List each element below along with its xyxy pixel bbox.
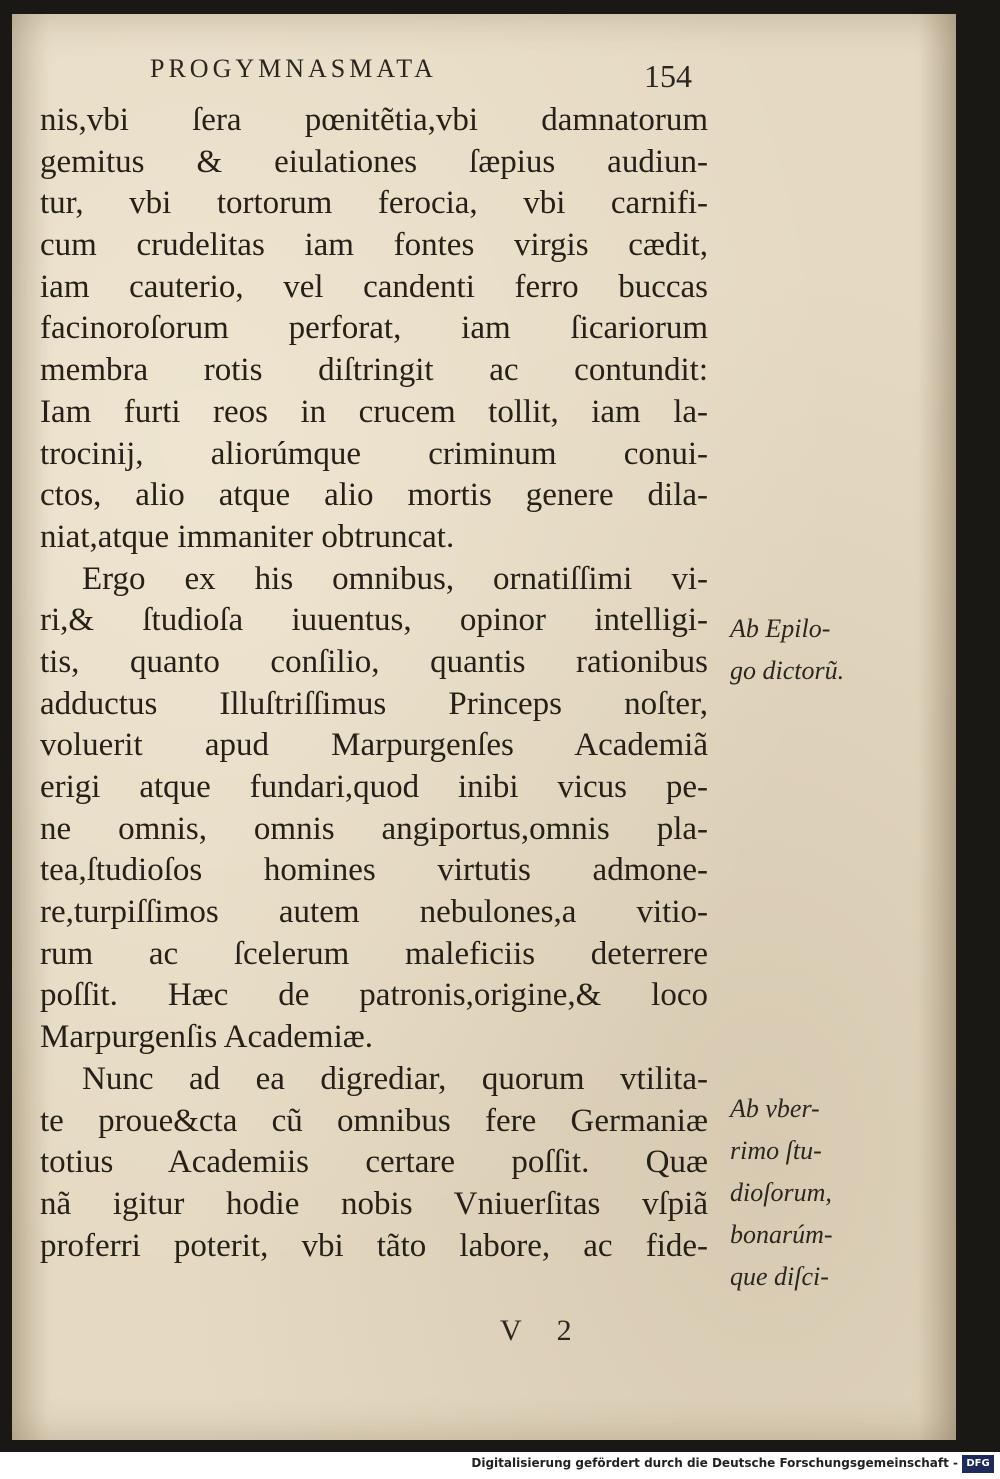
- funding-credit: Digitalisierung gefördert durch die Deutsche Forschungsgemeinschaft -: [471, 1456, 958, 1470]
- text-line: niat,atque immaniter obtruncat.: [40, 518, 455, 555]
- text-line: re,turpiſſimos autem nebulones,a vitio-: [40, 894, 708, 931]
- text-line: adductus Illuſtriſſimus Princeps noſter,: [40, 685, 708, 722]
- text-line: tur, vbi tortorum ferocia, vbi carnifi-: [40, 185, 708, 222]
- text-line: membra rotis diſtringit ac contundit:: [40, 352, 708, 389]
- text-line: Ergo ex his omnibus, ornatiſſimi vi-: [82, 560, 708, 597]
- footer-bar: [0, 1452, 1000, 1479]
- text-line: ri,& ſtudioſa iuuentus, opinor intelligi-: [40, 602, 708, 639]
- text-line: nã igitur hodie nobis Vniuerſitas vſpiã: [40, 1185, 708, 1222]
- marginal-note-line: go dictorũ.: [730, 656, 845, 685]
- marginal-note: [730, 1088, 833, 1298]
- text-line: tea,ſtudioſos homines virtutis admone-: [40, 852, 708, 889]
- main-text: [40, 100, 845, 1291]
- text-line: Nunc ad ea digrediar, quorum vtilita-: [82, 1060, 708, 1097]
- dfg-logo: DFG: [962, 1455, 994, 1473]
- text-line: tis, quanto conſilio, quantis rationibus: [40, 643, 708, 680]
- text-line: rum ac ſcelerum maleficiis deterrere: [40, 935, 708, 972]
- text-line: te proue&cta cũ omnibus fere Germaniæ: [40, 1102, 708, 1139]
- marginal-note-line: bonarúm-: [730, 1220, 833, 1249]
- text-line: Iam furti reos in crucem tollit, iam la-: [40, 393, 708, 430]
- signature-mark: V 2: [500, 1314, 586, 1347]
- text-line: Marpurgenſis Academiæ.: [40, 1019, 373, 1056]
- text-line: voluerit apud Marpurgenſes Academiã: [40, 727, 708, 764]
- text-line: cum crudelitas iam fontes virgis cædit,: [40, 227, 708, 264]
- text-line: facinoroſorum perforat, iam ſicariorum: [40, 310, 708, 347]
- text-line: gemitus & eiulationes ſæpius audiun-: [40, 143, 708, 180]
- running-head: PROGYMNASMATA: [150, 54, 437, 83]
- text-line: erigi atque fundari,quod inibi vicus pe-: [40, 769, 708, 805]
- marginal-note-line: dioſorum,: [730, 1178, 832, 1207]
- text-line: poſſit. Hæc de patronis,origine,& loco: [40, 977, 708, 1014]
- text-line: iam cauterio, vel candenti ferro buccas: [40, 268, 708, 305]
- marginal-note-line: rimo ſtu-: [730, 1136, 822, 1165]
- text-line: totius Academiis certare poſſit. Quæ: [40, 1144, 708, 1181]
- marginal-note: [730, 608, 844, 692]
- page-number: 154: [644, 58, 692, 94]
- text-line: trocinij, aliorúmque criminum conui-: [40, 435, 708, 472]
- text-line: ne omnis, omnis angiportus,omnis pla-: [40, 810, 708, 847]
- marginal-note-line: Ab Epilo-: [730, 614, 831, 643]
- book-page: [12, 14, 956, 1440]
- marginal-note-line: que diſci-: [730, 1262, 829, 1291]
- marginal-note-line: Ab vber-: [730, 1094, 820, 1123]
- text-line: proferri poterit, vbi tãto labore, ac fide-: [40, 1227, 708, 1264]
- text-line: nis,vbi ſera pœnitẽtia,vbi damnatorum: [40, 102, 708, 138]
- text-line: ctos, alio atque alio mortis genere dila-: [40, 477, 708, 514]
